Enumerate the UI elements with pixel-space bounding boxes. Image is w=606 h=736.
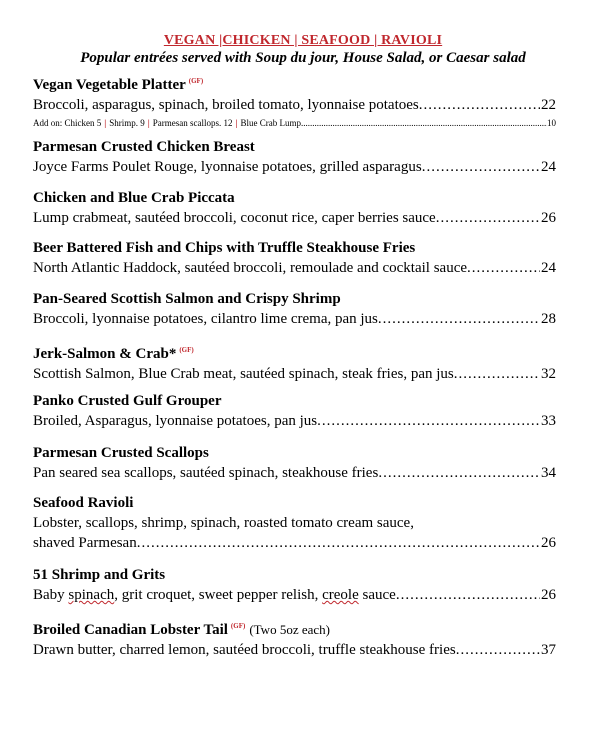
menu-item-line <box>33 157 556 177</box>
separator: | <box>235 118 238 128</box>
menu-item-name: Parmesan Crusted Chicken Breast <box>33 139 255 155</box>
add-on-chicken: Add on: Chicken 5 <box>33 118 102 128</box>
menu-item-name: Jerk-Salmon & Crab* $^{(GF)}$ <box>33 346 194 362</box>
menu-item-line <box>33 585 556 605</box>
menu-item-price: 26 <box>541 535 556 551</box>
menu-item-price: 26 <box>541 210 556 226</box>
add-on-shrimp: Shrimp. 9 <box>109 118 145 128</box>
leader-dots <box>378 309 540 329</box>
menu-item-fish-and-chips <box>33 238 556 278</box>
menu-item-price: 34 <box>541 465 556 481</box>
menu-item-line <box>33 258 556 278</box>
menu-item-description: Scottish Salmon, Blue Crab meat, sautéed spinach, steak fries, pan jus <box>33 366 454 382</box>
leader-dots <box>378 463 540 483</box>
menu-item-description: Drawn butter, charred lemon, sautéed broccoli, truffle steakhouse fries <box>33 642 456 658</box>
menu-item-name: Chicken and Blue Crab Piccata <box>33 190 235 206</box>
menu-item-name: Panko Crusted Gulf Grouper <box>33 393 222 409</box>
menu-item-seafood-ravioli <box>33 493 556 553</box>
leader-dots <box>301 116 547 130</box>
gluten-free-badge: (GF) <box>179 346 194 354</box>
menu-item-line <box>33 411 556 431</box>
menu-item-description: Broccoli, asparagus, spinach, broiled tomato, lyonnaise potatoes <box>33 97 419 113</box>
menu-item-name: Parmesan Crusted Scallops <box>33 445 209 461</box>
leader-dots <box>137 533 540 553</box>
menu-item-price: 24 <box>541 260 556 276</box>
menu-item-description: Broccoli, lyonnaise potatoes, cilantro lime crema, pan jus <box>33 311 378 327</box>
menu-item-name: Beer Battered Fish and Chips with Truffle Steakhouse Fries <box>33 240 416 256</box>
menu-item-chicken-crab-piccata <box>33 188 556 228</box>
menu-item-line <box>33 208 556 228</box>
menu-item-price: 32 <box>541 366 556 382</box>
menu-section-title: VEGAN |CHICKEN | SEAFOOD | RAVIOLI <box>163 33 443 48</box>
menu-item-price: 26 <box>541 587 556 603</box>
leader-dots <box>422 157 540 177</box>
menu-item-line <box>33 533 556 553</box>
menu-item-description: Baby spinach, grit croquet, sweet pepper relish, creole sauce <box>33 587 396 603</box>
menu-item-name: Seafood Ravioli <box>33 495 134 511</box>
leader-dots <box>467 258 540 278</box>
menu-item-line <box>33 640 556 660</box>
menu-item-name: 51 Shrimp and Grits <box>33 567 166 583</box>
menu-item-line <box>33 95 556 115</box>
menu-subtitle: Popular entrées served with Soup du jour, House Salad, or Caesar salad <box>80 50 526 66</box>
menu-item-name: Vegan Vegetable Platter $^{(GF)}$ <box>33 77 204 93</box>
menu-item-description: Lump crabmeat, sautéed broccoli, coconut rice, caper berries sauce <box>33 210 436 226</box>
leader-dots <box>456 640 540 660</box>
add-on-crab: Blue Crab Lump <box>240 118 301 128</box>
add-on-line <box>33 116 556 130</box>
separator: | <box>147 118 150 128</box>
menu-item-parmesan-chicken <box>33 137 556 177</box>
menu-item-line <box>33 463 556 483</box>
menu-item-jerk-salmon-crab <box>33 340 556 384</box>
menu-item-line <box>33 309 556 329</box>
menu-item-description-line1: Lobster, scallops, shrimp, spinach, roasted tomato cream sauce, <box>33 515 414 531</box>
leader-dots <box>396 585 540 605</box>
menu-item-price: 37 <box>541 642 556 658</box>
menu-item-price: 33 <box>541 413 556 429</box>
menu-item-lobster-tail <box>33 616 556 660</box>
menu-item-line <box>33 364 556 384</box>
menu-item-name: Broiled Canadian Lobster Tail $^{(GF)}$ (Two 5oz each) <box>33 622 330 638</box>
gluten-free-badge: (GF) <box>230 622 246 630</box>
menu-item-price: 22 <box>541 97 556 113</box>
portion-note: (Two 5oz each) <box>249 622 330 637</box>
menu-item-vegan-vegetable-platter <box>33 71 556 130</box>
menu-item-description: North Atlantic Haddock, sautéed broccoli, remoulade and cocktail sauce <box>33 260 468 276</box>
menu-item-price: 28 <box>541 311 556 327</box>
menu-item-shrimp-and-grits <box>33 565 556 605</box>
menu-item-gulf-grouper <box>33 391 556 431</box>
menu-item-description: Joyce Farms Poulet Rouge, lyonnaise potatoes, grilled asparagus <box>33 159 422 175</box>
leader-dots <box>317 411 540 431</box>
menu-item-description: Pan seared sea scallops, sautéed spinach, steakhouse fries <box>33 465 379 481</box>
menu-item-description: shaved Parmesan <box>33 535 137 551</box>
menu-item-price: 24 <box>541 159 556 175</box>
add-on-price: 10 <box>547 118 556 128</box>
menu-item-salmon-shrimp <box>33 289 556 329</box>
leader-dots <box>454 364 540 384</box>
menu-item-parmesan-scallops <box>33 443 556 483</box>
separator: | <box>104 118 107 128</box>
gluten-free-badge: (GF) <box>188 77 204 85</box>
menu-item-name: Pan-Seared Scottish Salmon and Crispy Shrimp <box>33 291 341 307</box>
menu-item-description: Broiled, Asparagus, lyonnaise potatoes, pan jus <box>33 413 318 429</box>
add-on-scallops: Parmesan scallops. 12 <box>152 118 233 128</box>
leader-dots <box>436 208 540 228</box>
leader-dots <box>419 95 540 115</box>
